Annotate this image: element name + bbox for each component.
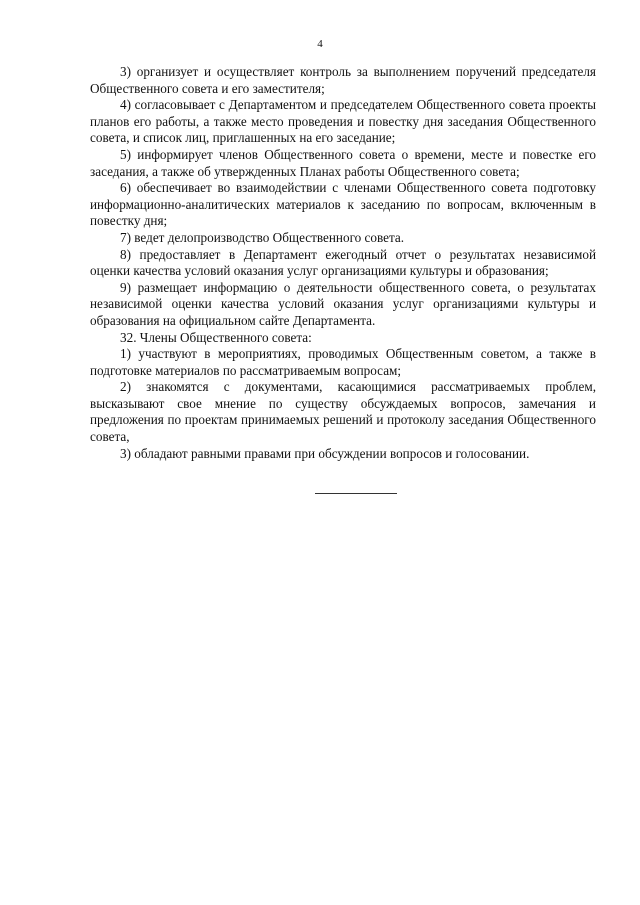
paragraph-members-1-participate: 1) участвуют в мероприятиях, проводимых Общественным советом, а также в подготовке материалов по рассматриваемым вопросам; <box>90 346 596 378</box>
section-heading-32-members: 32. Члены Общественного совета: <box>120 329 312 345</box>
paragraph-clause-4-approves-plans: 4) согласовывает с Департаментом и председателем Общественного совета проекты планов его работы, а также место проведения и повестку дня заседания Общественного совета, и список лиц, приглашенных на его заседание; <box>90 97 596 146</box>
document-body <box>90 64 596 462</box>
paragraph-clause-6-provides-materials: 6) обеспечивает во взаимодействии с членами Общественного совета подготовку информационно-аналитических материалов к заседанию по вопросам, включенным в повестку дня; <box>90 180 596 229</box>
page-number: 4 <box>317 38 323 50</box>
paragraph-clause-9-publishes-info: 9) размещает информацию о деятельности общественного совета, о результатах независимой оценки качества условий оказания услуг организациями культуры и образования на официальном сайте Департамента. <box>90 279 596 328</box>
paragraph-members-2-review-documents: 2) знакомятся с документами, касающимися рассматриваемых проблем, высказывают свое мнение по существу обсуждаемых вопросов, замечания и предложения по проектам принимаемых решений и протоколу заседания Общественного совета, <box>90 379 596 445</box>
paragraph-clause-3-organizes-control: 3) организует и осуществляет контроль за выполнением поручений председателя Общественного совета и его заместителя; <box>90 64 596 96</box>
end-of-document-rule <box>315 493 397 494</box>
paragraph-clause-5-informs-members: 5) информирует членов Общественного совета о времени, месте и повестке его заседания, а также об утвержденных Планах работы Общественного совета; <box>90 146 596 179</box>
paragraph-clause-8-annual-report: 8) предоставляет в Департамент ежегодный отчет о результатах независимой оценки качества условий оказания услуг организациями культуры и образования; <box>90 246 596 279</box>
paragraph-clause-7-records: 7) ведет делопроизводство Общественного совета. <box>120 229 405 245</box>
paragraph-members-3-equal-rights: 3) обладают равными правами при обсуждении вопросов и голосовании. <box>120 445 530 461</box>
